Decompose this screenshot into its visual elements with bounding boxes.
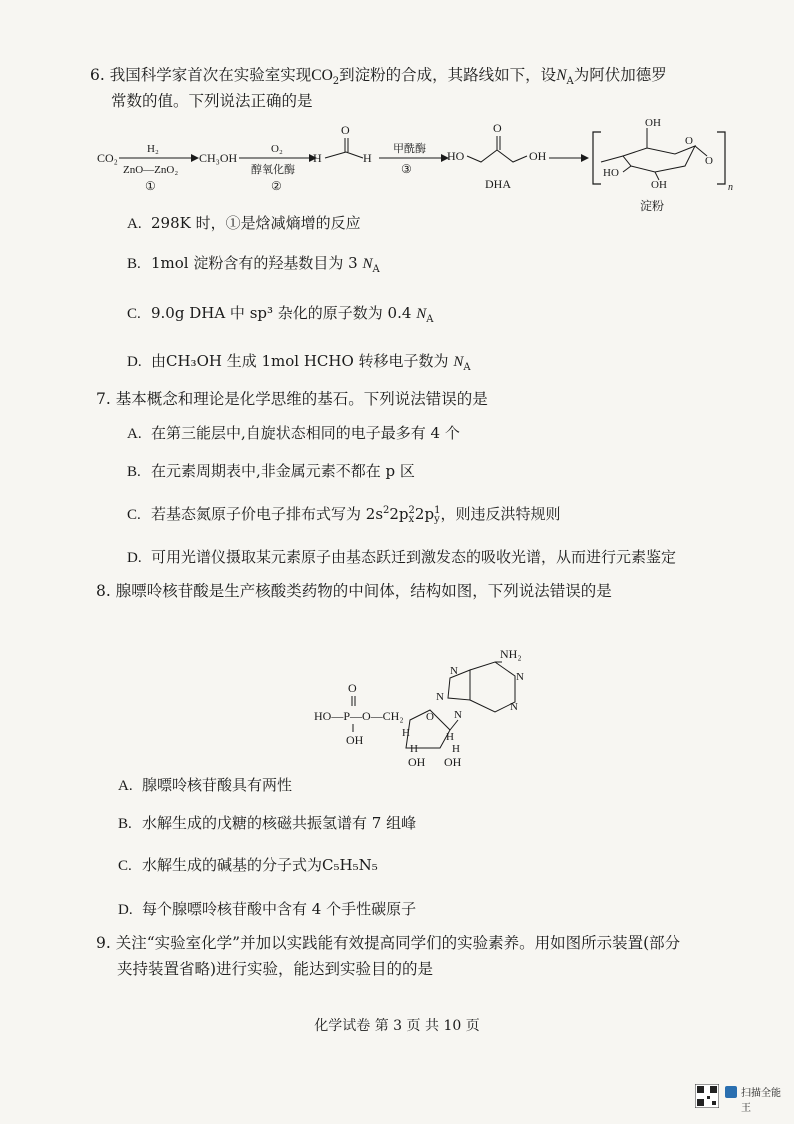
svg-text:HO—P—O—CH₂: HO—P—O—CH₂ <box>314 709 404 723</box>
starch-label: 淀粉 <box>640 199 665 213</box>
purine-ring-six <box>470 662 515 712</box>
q8-structure <box>310 640 550 770</box>
scanner-logo-icon <box>725 1086 737 1098</box>
arrowhead-1 <box>191 154 199 162</box>
svg-text:N: N <box>454 709 462 721</box>
q8-stem: 8. 腺嘌呤核苷酸是生产核酸类药物的中间体，结构如图，下列说法错误的是 <box>96 582 612 600</box>
scanner-app-name: 扫描全能王 <box>741 1088 781 1114</box>
svg-text:N: N <box>510 701 518 713</box>
svg-text:O: O <box>348 681 357 695</box>
q7-stem: 7. 基本概念和理论是化学思维的基石。下列说法错误的是 <box>96 390 488 408</box>
q6-stem: 6. 我国科学家首次在实验室实现$CO_2$到淀粉的合成，其路线如下，设$N_A$为阿伏加德罗 <box>90 66 667 88</box>
page-footer: 化学试卷 第 3 页 共 10 页 <box>314 1018 480 1034</box>
svg-text:HO: HO <box>603 167 619 179</box>
svg-text:ZnO—ZnO₂: ZnO—ZnO₂ <box>123 164 179 176</box>
svg-text:N: N <box>436 691 444 703</box>
svg-text:O: O <box>705 155 713 167</box>
svg-text:HO: HO <box>447 149 465 163</box>
qr-code-icon <box>695 1084 719 1108</box>
q8-option-b[interactable]: B. 水解生成的戊糖的核磁共振氢谱有 7 组峰 <box>118 814 417 832</box>
arrowhead-4 <box>581 154 589 162</box>
q9-stem: 9. 关注“实验室化学”并加以实践能有效提高同学们的实验素养。用如图所示装置(部分 <box>96 934 681 952</box>
svg-text:②: ② <box>271 179 282 193</box>
svg-text:N: N <box>516 671 524 683</box>
svg-text:H₂: H₂ <box>147 143 159 155</box>
q8-option-c[interactable]: C. 水解生成的碱基的分子式为C₅H₅N₅ <box>118 856 378 874</box>
svg-text:O: O <box>426 711 434 723</box>
co2-formula: CO₂ <box>97 151 118 165</box>
svg-text:O₂: O₂ <box>271 143 283 155</box>
svg-text:①: ① <box>145 179 156 193</box>
glucose-ring <box>623 146 695 172</box>
svg-text:H: H <box>446 731 454 743</box>
q7-option-b[interactable]: B. 在元素周期表中,非金属元素不都在 p 区 <box>127 462 415 480</box>
svg-text:醇氧化酶: 醇氧化酶 <box>251 164 295 176</box>
q9-number: 9. <box>96 934 111 952</box>
svg-text:NH₂: NH₂ <box>500 647 522 661</box>
svg-text:O: O <box>341 123 350 137</box>
bracket-right <box>717 132 725 184</box>
q6-number: 6. <box>90 66 105 84</box>
q8-number: 8. <box>96 582 111 600</box>
svg-text:OH: OH <box>651 179 667 191</box>
q7-option-d[interactable]: D. 可用光谱仪摄取某元素原子由基态跃迁到激发态的吸收光谱，从而进行元素鉴定 <box>127 548 677 566</box>
svg-text:H: H <box>313 151 322 165</box>
q9-stem-line2: 夹持装置省略)进行实验，能达到实验目的的是 <box>117 960 434 978</box>
svg-text:OH: OH <box>346 733 364 747</box>
bracket-left <box>593 132 601 184</box>
svg-text:O: O <box>493 121 502 135</box>
svg-text:H: H <box>452 743 460 755</box>
dha-label: DHA <box>485 177 511 191</box>
q7-option-c[interactable]: C. 若基态氮原子价电子排布式写为 $2s^22p$ 2 x 2p 1 y ，则违反洪特规则 <box>127 505 561 525</box>
q8-option-d[interactable]: D. 每个腺嘌呤核苷酸中含有 4 个手性碳原子 <box>118 900 417 918</box>
q8-option-a[interactable]: A. 腺嘌呤核苷酸具有两性 <box>118 776 293 794</box>
svg-text:甲酰酶: 甲酰酶 <box>393 143 426 155</box>
svg-text:H: H <box>410 743 418 755</box>
q6-option-a[interactable]: A. 298K 时，①是焓减熵增的反应 <box>127 214 361 232</box>
svg-text:OH: OH <box>529 149 547 163</box>
q6-stem-line2: 常数的值。下列说法正确的是 <box>111 92 313 110</box>
q6-option-d[interactable]: D. 由CH₃OH 生成 1mol HCHO 转移电子数为 $N_A$ <box>127 352 471 373</box>
q6-option-b[interactable]: B. 1mol 淀粉含有的羟基数目为 3 $N_A$ <box>127 254 380 275</box>
svg-text:③: ③ <box>401 162 412 176</box>
svg-text:OH: OH <box>444 755 462 769</box>
svg-text:H: H <box>402 727 410 739</box>
svg-text:n: n <box>728 182 733 193</box>
dha-skeleton <box>467 150 527 162</box>
svg-text:O: O <box>685 135 693 147</box>
q7-number: 7. <box>96 390 111 408</box>
svg-text:N: N <box>450 665 458 677</box>
q6-option-c[interactable]: C. 9.0g DHA 中 sp³ 杂化的原子数为 0.4 $N_A$ <box>127 304 434 325</box>
q6-reaction-scheme <box>95 118 745 218</box>
q7-option-a[interactable]: A. 在第三能层中,自旋状态相同的电子最多有 4 个 <box>127 424 460 442</box>
svg-text:OH: OH <box>645 118 661 129</box>
svg-text:H: H <box>363 151 372 165</box>
svg-text:OH: OH <box>408 755 426 769</box>
scanner-watermark <box>695 1082 785 1114</box>
methanol-formula: CH₃OH <box>199 151 238 165</box>
